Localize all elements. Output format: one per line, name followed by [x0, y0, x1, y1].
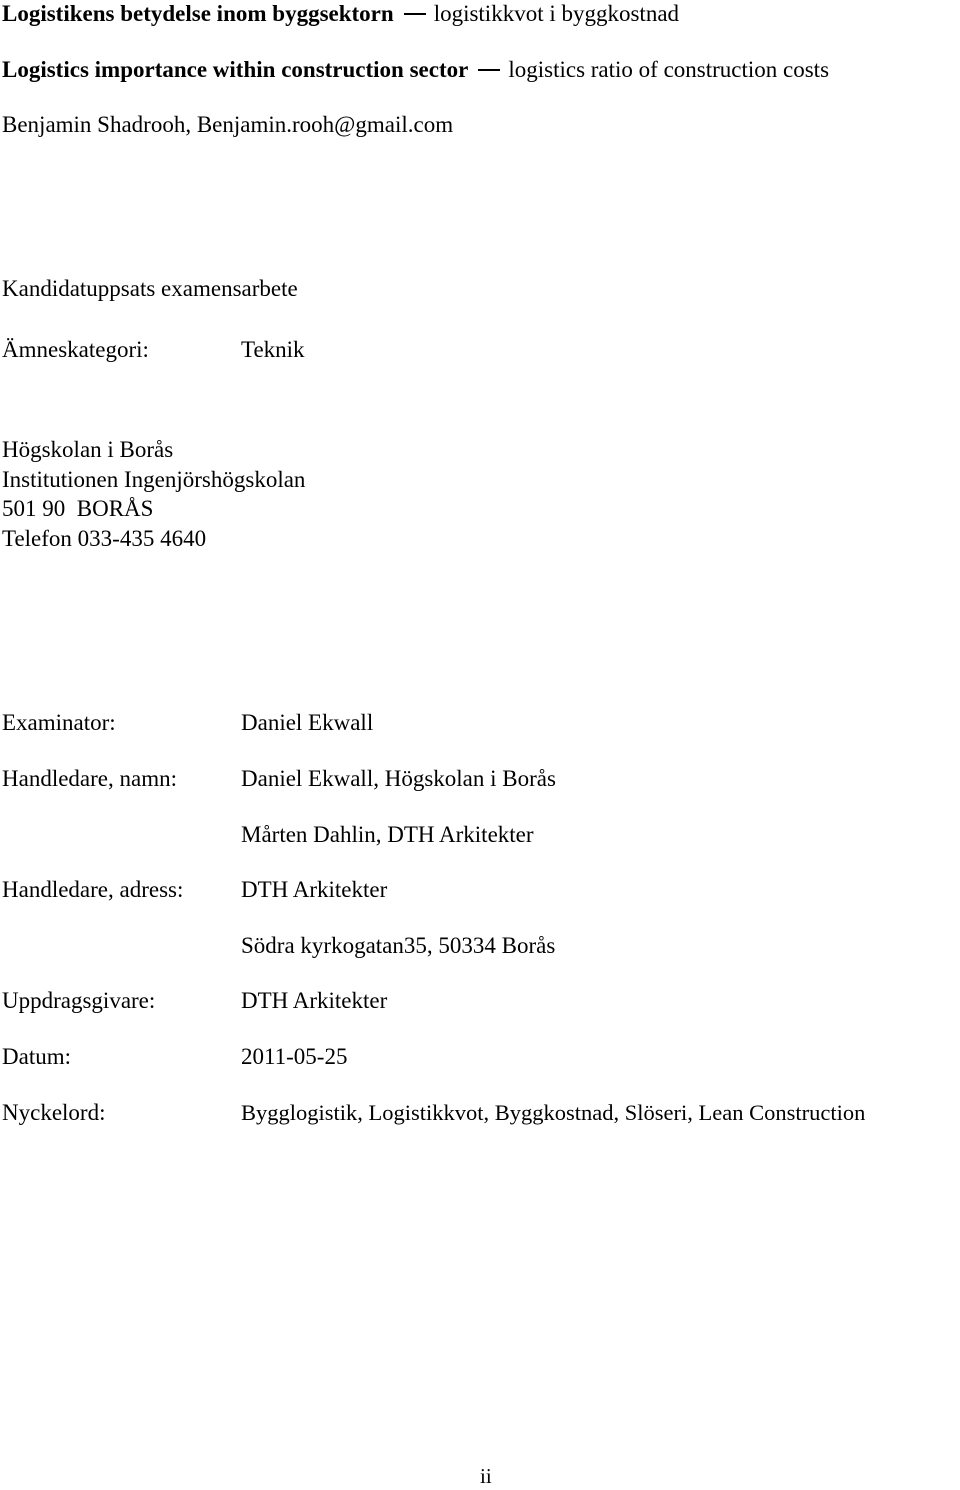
- supervisor-address-label: Handledare, adress:: [2, 877, 184, 902]
- institution-phone: Telefon 033-435 4640: [2, 526, 207, 551]
- title-swedish-sub: logistikkvot i byggkostnad: [433, 1, 680, 26]
- em-dash: [404, 13, 426, 15]
- subject-label: Ämneskategori:: [2, 337, 149, 362]
- institution-school: Högskolan i Borås: [2, 437, 174, 462]
- institution-postal: 501 90 BORÅS: [2, 496, 154, 521]
- supervisor-name-label: Handledare, namn:: [2, 766, 177, 791]
- em-dash: [478, 69, 500, 71]
- thesis-type: Kandidatuppsats examensarbete: [2, 276, 298, 301]
- author-line: [2, 111, 453, 139]
- title-swedish-main: Logistikens betydelse inom byggsektorn: [2, 1, 394, 26]
- author-email: Benjamin.rooh@gmail.com: [196, 112, 454, 137]
- title-english: [2, 56, 829, 84]
- keywords-value: Bygglogistik, Logistikkvot, Byggkostnad, Slöseri, Lean Construction: [241, 1100, 866, 1125]
- subject-value: Teknik: [241, 337, 305, 362]
- date-value: 2011-05-25: [241, 1044, 348, 1069]
- supervisor-name-2: Mårten Dahlin, DTH Arkitekter: [241, 822, 534, 847]
- supervisor-address-2: Södra kyrkogatan35, 50334 Borås: [241, 933, 556, 958]
- supervisor-name-1: Daniel Ekwall, Högskolan i Borås: [241, 766, 556, 791]
- title-english-sub: logistics ratio of construction costs: [508, 57, 830, 82]
- examiner-value: Daniel Ekwall: [241, 710, 374, 735]
- keywords-label: Nyckelord:: [2, 1100, 106, 1125]
- client-label: Uppdragsgivare:: [2, 988, 156, 1013]
- supervisor-address-1: DTH Arkitekter: [241, 877, 388, 902]
- title-swedish: [2, 0, 679, 28]
- date-label: Datum:: [2, 1044, 71, 1069]
- client-value: DTH Arkitekter: [241, 988, 388, 1013]
- institution-department: Institutionen Ingenjörshögskolan: [2, 467, 306, 492]
- examiner-label: Examinator:: [2, 710, 116, 735]
- title-english-main: Logistics importance within construction sector: [2, 57, 469, 82]
- author-name: Benjamin Shadrooh,: [2, 112, 192, 137]
- page-number: ii: [480, 1464, 492, 1488]
